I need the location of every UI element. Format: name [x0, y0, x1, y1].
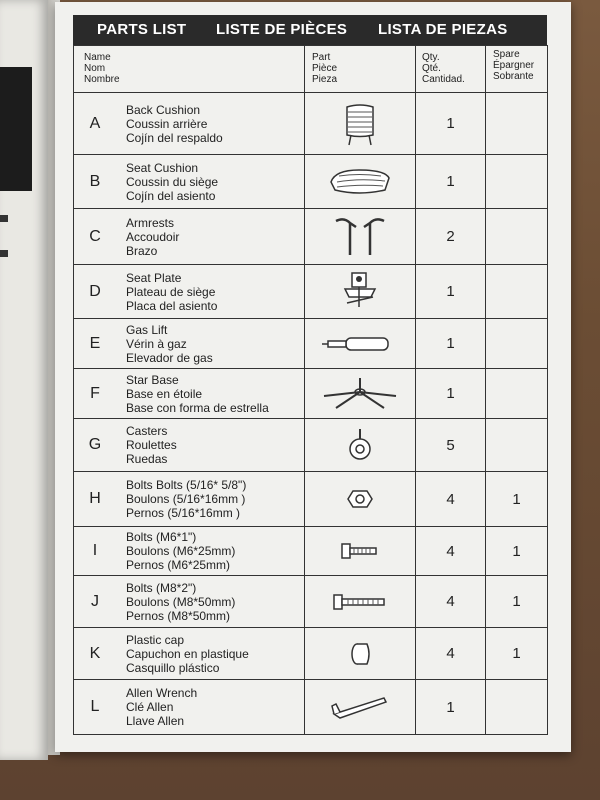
name-header-es: Nombre	[84, 74, 120, 85]
part-name-fr: Coussin arrière	[126, 116, 208, 131]
caster-icon	[305, 427, 415, 463]
part-illustration-cell	[305, 576, 416, 628]
part-name-cell	[74, 155, 305, 209]
part-quantity: 1	[416, 265, 486, 319]
left-page-mark	[0, 250, 8, 257]
part-name-fr: Vérin à gaz	[126, 336, 187, 351]
part-row	[74, 527, 548, 576]
part-illustration-cell	[305, 93, 416, 155]
part-illustration-cell	[305, 265, 416, 319]
part-name-es: Casquillo plástico	[126, 660, 220, 675]
qty-header-en: Qty.	[422, 52, 440, 63]
back-cushion-icon	[305, 101, 415, 147]
part-spare-quantity: 1	[486, 472, 548, 527]
part-illustration-cell	[305, 680, 416, 735]
part-name-fr: Boulons (5/16*16mm )	[126, 492, 246, 506]
parts-list-header	[73, 15, 547, 45]
part-spare-quantity	[486, 319, 548, 369]
part-name-es: Pernos (M8*50mm)	[126, 608, 231, 623]
parts-table	[73, 45, 548, 735]
part-row	[74, 576, 548, 628]
part-letter: A	[89, 114, 101, 132]
part-illustration-cell	[305, 209, 416, 265]
part-row	[74, 93, 548, 155]
part-quantity: 4	[416, 576, 486, 628]
left-page-dark-block	[0, 67, 32, 191]
left-page-mark	[0, 215, 8, 222]
part-spare-quantity: 1	[486, 527, 548, 576]
part-letter: G	[88, 436, 102, 453]
spare-header-es: Sobrante	[493, 71, 534, 82]
part-name-cell	[74, 680, 305, 735]
part-column-header	[305, 46, 416, 93]
part-name-cell	[74, 209, 305, 265]
part-name-en: Seat Cushion	[126, 160, 199, 175]
spare-column-header	[486, 46, 548, 93]
qty-header-fr: Qté.	[422, 63, 441, 74]
seat-plate-icon	[305, 267, 415, 317]
part-illustration-cell	[305, 472, 416, 527]
part-quantity: 1	[416, 93, 486, 155]
part-name-cell	[74, 472, 305, 527]
part-row	[74, 419, 548, 472]
part-quantity: 2	[416, 209, 486, 265]
part-spare-quantity	[486, 265, 548, 319]
part-row	[74, 628, 548, 680]
part-letter: C	[89, 227, 101, 245]
part-letter: L	[90, 698, 100, 715]
part-letter: E	[89, 334, 101, 352]
part-name-fr: Boulons (M6*25mm)	[126, 544, 236, 558]
qty-header-es: Cantidad.	[422, 74, 465, 85]
part-name-fr: Roulettes	[126, 438, 177, 452]
part-quantity: 1	[416, 319, 486, 369]
part-spare-quantity	[486, 369, 548, 419]
part-quantity: 4	[416, 628, 486, 680]
part-spare-quantity: 1	[486, 628, 548, 680]
part-quantity: 1	[416, 369, 486, 419]
part-row	[74, 369, 548, 419]
part-name-fr: Boulons (M8*50mm)	[126, 594, 236, 609]
part-name-es: Brazo	[126, 243, 158, 258]
name-column-header	[74, 46, 305, 93]
part-name-fr: Capuchon en plastique	[126, 646, 249, 661]
qty-column-header	[416, 46, 486, 93]
part-name-es: Ruedas	[126, 452, 168, 466]
part-name-en: Back Cushion	[126, 102, 201, 117]
gas-lift-icon	[305, 333, 415, 355]
header-title-en: PARTS LIST	[97, 21, 187, 38]
part-header-es: Pieza	[312, 74, 338, 85]
part-letter: F	[90, 384, 100, 402]
part-row	[74, 680, 548, 735]
part-row	[74, 472, 548, 527]
part-spare-quantity	[486, 680, 548, 735]
part-name-cell	[74, 265, 305, 319]
part-letter: D	[89, 282, 101, 300]
armrests-icon	[305, 215, 415, 259]
part-quantity: 4	[416, 527, 486, 576]
part-quantity: 1	[416, 155, 486, 209]
part-name-es: Placa del asiento	[126, 298, 218, 313]
part-illustration-cell	[305, 155, 416, 209]
table-header-row	[74, 46, 548, 93]
allen-wrench-icon	[305, 694, 415, 720]
part-name-en: Bolts (M6*1")	[126, 530, 197, 544]
short-bolt-icon	[305, 541, 415, 561]
part-illustration-cell	[305, 628, 416, 680]
part-name-fr: Accoudoir	[126, 229, 180, 244]
part-name-en: Plastic cap	[126, 632, 185, 647]
part-letter: I	[92, 542, 98, 559]
part-spare-quantity	[486, 419, 548, 472]
part-illustration-cell	[305, 419, 416, 472]
part-name-en: Seat Plate	[126, 270, 182, 285]
part-letter: K	[89, 644, 101, 662]
part-quantity: 1	[416, 680, 486, 735]
part-name-cell	[74, 527, 305, 576]
name-header-en: Name	[84, 52, 111, 63]
part-name-es: Cojín del asiento	[126, 188, 216, 203]
part-name-cell	[74, 369, 305, 419]
seat-cushion-icon	[305, 164, 415, 200]
part-name-cell	[74, 576, 305, 628]
spare-header-fr: Épargner	[493, 60, 535, 71]
part-name-cell	[74, 419, 305, 472]
name-header-fr: Nom	[84, 63, 106, 74]
part-name-en: Bolts (M8*2")	[126, 580, 197, 595]
part-name-en: Star Base	[126, 372, 179, 387]
part-name-en: Armrests	[126, 215, 174, 230]
part-name-es: Base con forma de estrella	[126, 400, 269, 415]
star-base-icon	[305, 376, 415, 412]
hex-bolt-icon	[305, 484, 415, 514]
part-illustration-cell	[305, 319, 416, 369]
part-header-fr: Pièce	[312, 63, 338, 74]
part-spare-quantity	[486, 155, 548, 209]
part-name-cell	[74, 628, 305, 680]
part-quantity: 5	[416, 419, 486, 472]
part-row	[74, 319, 548, 369]
part-name-en: Bolts Bolts (5/16* 5/8")	[126, 478, 247, 492]
part-name-es: Cojín del respaldo	[126, 130, 223, 145]
part-name-es: Pernos (M6*25mm)	[126, 558, 231, 572]
plastic-cap-icon	[305, 639, 415, 669]
part-name-en: Gas Lift	[126, 322, 168, 337]
part-spare-quantity: 1	[486, 576, 548, 628]
part-name-cell	[74, 319, 305, 369]
part-letter: H	[89, 490, 101, 507]
part-spare-quantity	[486, 209, 548, 265]
header-title-es: LISTA DE PIEZAS	[378, 21, 508, 38]
part-illustration-cell	[305, 369, 416, 419]
part-letter: B	[89, 172, 101, 190]
part-row	[74, 155, 548, 209]
part-letter: J	[91, 592, 99, 610]
part-name-fr: Plateau de siège	[126, 284, 216, 299]
part-name-es: Pernos (5/16*16mm )	[126, 506, 241, 520]
part-name-es: Elevador de gas	[126, 350, 213, 365]
spare-header-en: Spare	[493, 49, 520, 60]
part-header-en: Part	[312, 52, 331, 63]
part-name-cell	[74, 93, 305, 155]
header-title-fr: LISTE DE PIÈCES	[216, 21, 348, 38]
part-name-es: Llave Allen	[126, 714, 185, 728]
part-name-fr: Coussin du siège	[126, 174, 219, 189]
part-row	[74, 209, 548, 265]
part-spare-quantity	[486, 93, 548, 155]
part-name-fr: Base en étoile	[126, 386, 203, 401]
left-page-edge	[0, 0, 48, 760]
part-row	[74, 265, 548, 319]
long-bolt-icon	[305, 592, 415, 612]
part-name-fr: Clé Allen	[126, 700, 174, 714]
part-quantity: 4	[416, 472, 486, 527]
part-name-en: Allen Wrench	[126, 686, 198, 700]
part-illustration-cell	[305, 527, 416, 576]
part-name-en: Casters	[126, 424, 168, 438]
